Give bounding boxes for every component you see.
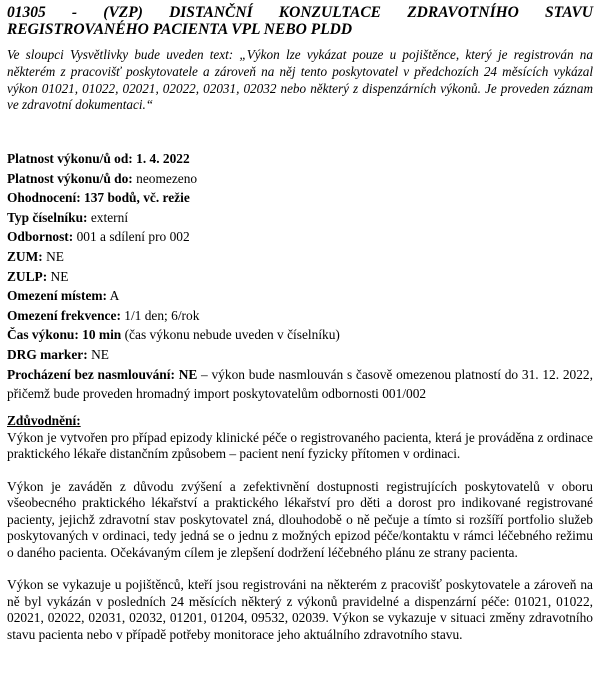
reason-paragraph: Výkon je vytvořen pro případ epizody klinické péče o registrovaného pacienta, která je prováděna z ordinace praktického lékaře distančním způsobem – pacient není fyzicky přítomen v ordinaci.	[7, 429, 593, 461]
attr-value: 1. 4. 2022	[136, 151, 190, 166]
attr-value: neomezeno	[136, 170, 198, 186]
reason-paragraph: Výkon se vykazuje u pojištěnců, kteří jsou registrováni na některém z pracovišť poskytovatele a zároveň na ně byl vykázán v posledních 24 měsících některý z výkonů pravidelné a dispenzární péče: 01021, 01022, 02021, 02022, 02031, 02032, 01201, 01204, 09532, 02039. Výkon se vykazuje v situaci změny zdravotního stavu pacienta nebo v případě potřeby monitorace jeho aktuálního zdravotního stavu.	[7, 577, 593, 642]
attr-value: NE	[50, 268, 69, 284]
attr-label: DRG marker:	[7, 346, 88, 362]
attr-label: Omezení frekvence:	[7, 307, 121, 323]
attr-odbornost	[7, 227, 593, 247]
attr-ohodnoceni	[7, 188, 593, 208]
attr-value: 1/1 den; 6/rok	[124, 307, 200, 323]
attr-omezeni-mistem	[7, 286, 593, 306]
attr-label: Ohodnocení:	[7, 190, 81, 206]
attr-value: NE	[46, 248, 64, 264]
attr-label: Typ číselníku:	[7, 209, 88, 225]
attr-label: Omezení místem:	[7, 288, 108, 304]
attr-drg-marker	[7, 345, 593, 365]
attr-value-bold: 10 min	[82, 327, 122, 343]
attr-platnost-do	[7, 169, 593, 189]
attr-prochazeni	[7, 365, 593, 403]
attr-zum	[7, 247, 593, 267]
reason-paragraph: Výkon je zaváděn z důvodu zvýšení a zefektivnění dostupnosti registrujících poskytovatelů v oboru všeobecného praktického lékařství a praktického lékařství pro děti a dorost pro indikované registrované pacienty, jejichž zdravotní stav poskytovatel zná, dlouhodobě o ně pečuje a tímto si rozšíří portfolio služeb poskytovaných v ordinaci, tedy jedná se o jednu z možných epizod péče/kontaktu v rámci léčebného režimu o daného pacienta. Očekávaným cílem je zlepšení dodržení léčebného plánu ze strany pacienta.	[7, 478, 593, 560]
attr-value-rest: (čas výkonu nebude uveden v číselníku)	[124, 327, 340, 343]
title-line-2: REGISTROVANÉHO PACIENTA VPL NEBO PLDD	[7, 21, 353, 38]
attr-value: 001 a sdílení pro 002	[76, 229, 190, 245]
document-title	[7, 4, 593, 38]
attr-label: Čas výkonu:	[7, 327, 79, 343]
attr-typ-ciselniku	[7, 208, 593, 228]
title-line-1: 01305 - (VZP) DISTANČNÍ KONZULTACE ZDRAVOTNÍHO STAVU	[7, 4, 593, 21]
attr-value: A	[109, 288, 120, 304]
attr-value: NE	[91, 346, 109, 362]
reason-heading: Zdůvodnění:	[7, 413, 81, 428]
attr-label: Procházení bez nasmlouvání:	[7, 366, 175, 382]
attr-value-rest: – výkon bude nasmlouván s časově omezenou platností do 31. 12. 2022, přičemž bude proveden hromadný import poskytovatelům odbornosti 001/002	[7, 366, 593, 401]
attr-zulp	[7, 267, 593, 287]
attr-label: Platnost výkonu/ů od:	[7, 151, 133, 166]
reason-section	[7, 413, 593, 643]
attr-omezeni-frekvence	[7, 306, 593, 326]
attr-label: Odbornost:	[7, 229, 74, 245]
attr-cas-vykonu	[7, 325, 593, 345]
attr-value: 137 bodů, vč. režie	[84, 190, 190, 206]
attribute-list	[7, 149, 593, 403]
attr-value: externí	[90, 209, 129, 225]
attr-label: Platnost výkonu/ů do:	[7, 170, 133, 186]
intro-paragraph: Ve sloupci Vysvětlivky bude uveden text: „Výkon lze vykázat pouze u pojištěnce, který je registrován na některém z pracovišť poskytovatele a zároveň na něj tento poskytovatel v předchozích 24 měsících vykázal výkon 01021, 01022, 02021, 02022, 02031, 02032 nebo některý z dispenzárních výkonů. Je proveden záznam ve zdravotní dokumentaci.“	[7, 47, 593, 113]
attr-label: ZUM:	[7, 248, 43, 264]
attr-platnost-od	[7, 149, 593, 169]
attr-label: ZULP:	[7, 268, 48, 284]
attr-value-bold: NE	[178, 366, 198, 382]
